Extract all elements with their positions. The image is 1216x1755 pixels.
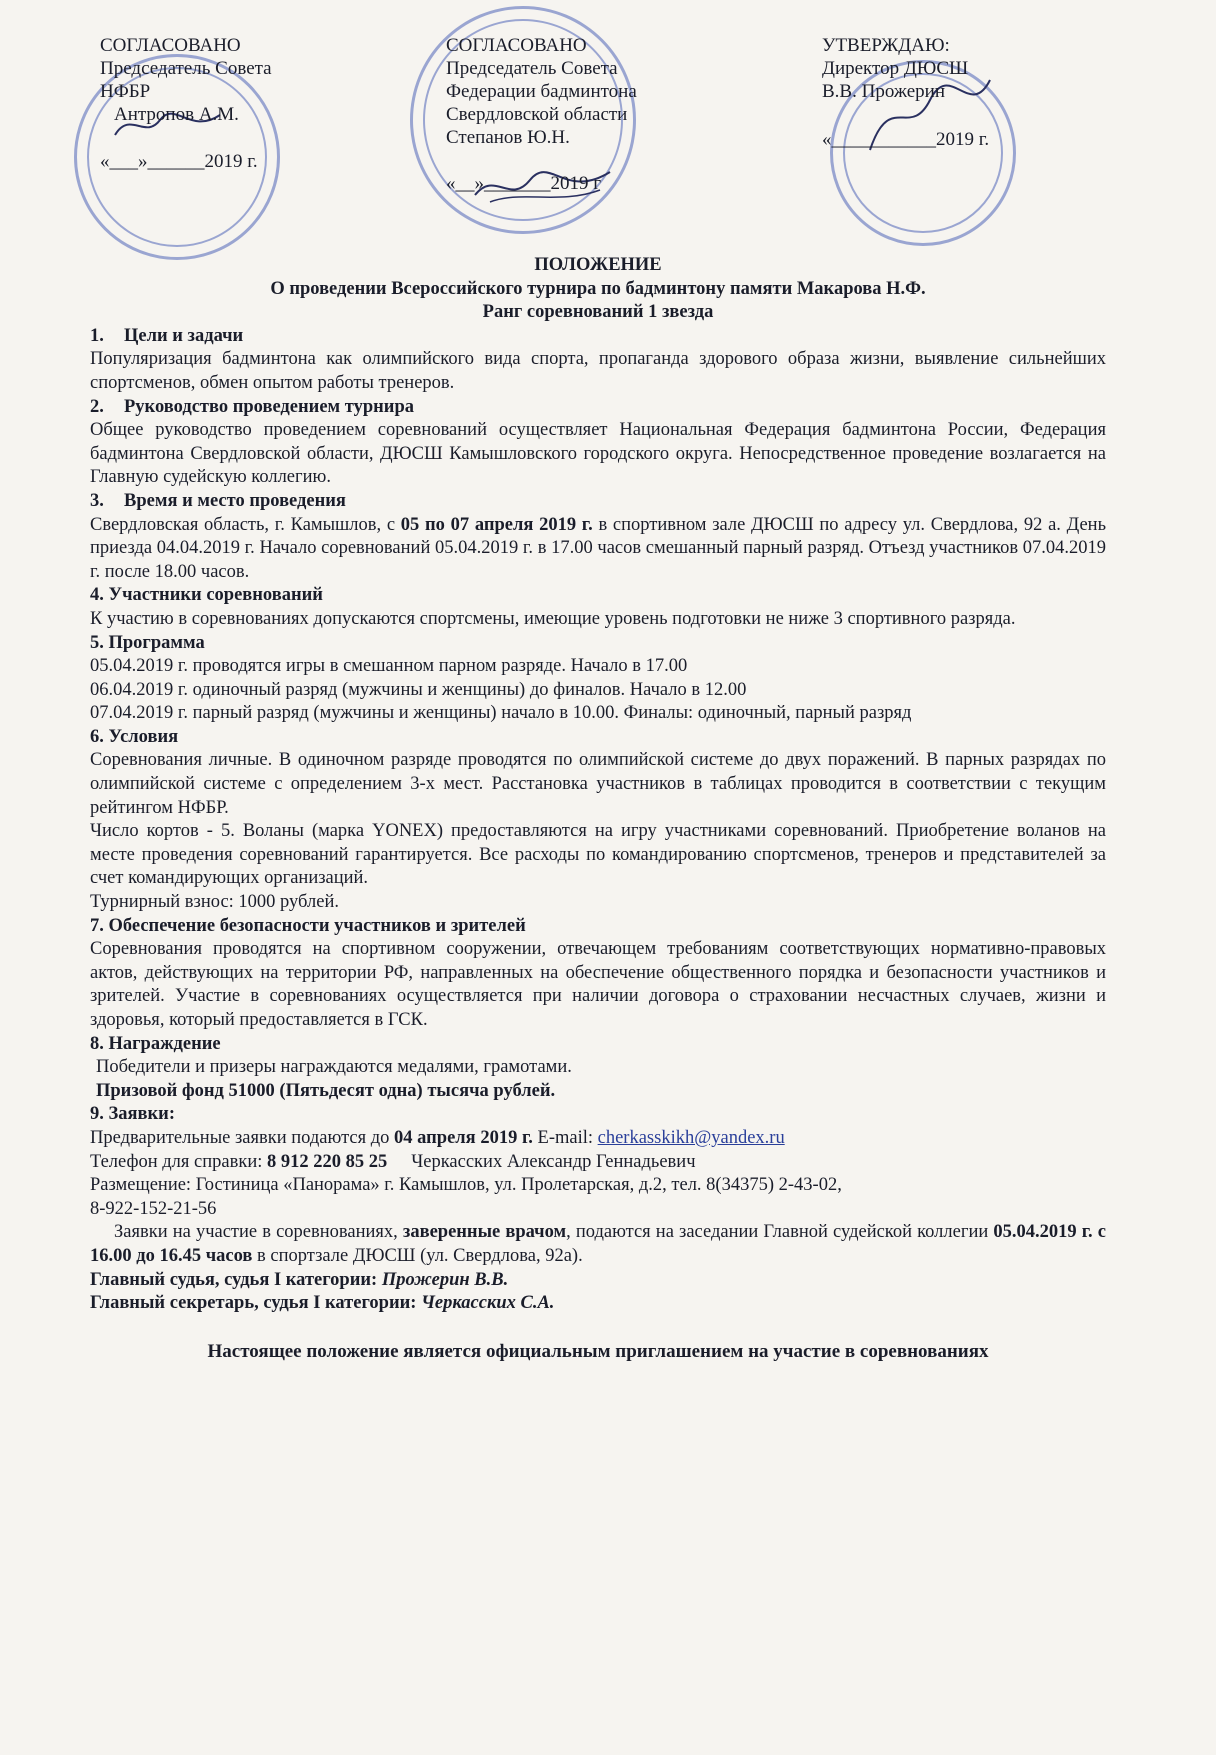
section-heading-participants: 4. Участники соревнований — [90, 585, 323, 606]
invitation-note: Настоящее положение является официальным приглашением на участие в соревнованиях — [207, 1340, 989, 1362]
email-link[interactable]: cherkasskikh@yandex.ru — [597, 1127, 785, 1148]
section-text-participants: К участию в соревнованиях допускаются спортсмены, имеющие уровень подготовки не ниже 3 спортивного разряда. — [90, 608, 1016, 629]
approval-line: Степанов Ю.Н. — [446, 127, 570, 148]
section-heading-management: 2. Руководство проведением турнира — [90, 396, 414, 417]
approval-line: В.В. Прожерин — [822, 81, 945, 102]
section-text-time-place: Свердловская область, г. Камышлов, с 05 по 07 апреля 2019 г. в спортивном зале ДЮСШ по адресу ул. Свердлова, 92 а. День приезда 04.04.2019 г. Начало соревнований 05.04.2019 г. в 17.00 часов смешанный парный разряд. Отъезд участников 07.04.2019 г. после 18.00 часов. — [90, 514, 1107, 582]
document-subtitle: О проведении Всероссийского турнира по бадминтону памяти Макарова Н.Ф. — [270, 278, 926, 299]
contact-phone: Телефон для справки: 8 912 220 85 25 Черкасских Александр Геннадьевич — [90, 1151, 696, 1172]
approval-line: Антропов А.М. — [114, 104, 239, 125]
section-text-goals: Популяризация бадминтона как олимпийского вида спорта, пропаганда здорового образа жизни, выявление сильнейших спортсменов, обмен опытом работы тренеров. — [90, 349, 1106, 393]
section-heading-safety: 7. Обеспечение безопасности участников и зрителей — [90, 915, 526, 936]
document-body — [90, 254, 1106, 1363]
approval-block-director — [822, 34, 1062, 151]
approval-date: «__»_______2019 г — [446, 173, 602, 194]
approval-heading: СОГЛАСОВАНО — [100, 35, 241, 56]
awards-line: Победители и призеры награждаются медалями, грамотами. — [96, 1057, 572, 1078]
lodging-phone: 8-922-152-21-56 — [90, 1198, 217, 1219]
approval-line: Федерации бадминтона — [446, 81, 637, 102]
tournament-fee: Турнирный взнос: 1000 рублей. — [90, 892, 339, 913]
chief-judge: Главный судья, судья I категории: Прожерин В.В. — [90, 1269, 509, 1290]
section-heading-program: 5. Программа — [90, 632, 205, 653]
competition-rank: Ранг соревнований 1 звезда — [482, 302, 714, 323]
preliminary-applications: Предварительные заявки подаются до 04 апреля 2019 г. E-mail: cherkasskikh@yandex.ru — [90, 1127, 785, 1148]
program-line: 05.04.2019 г. проводятся игры в смешанном парном разряде. Начало в 17.00 — [90, 656, 688, 677]
section-heading-goals: 1. Цели и задачи — [90, 325, 244, 346]
approval-block-nfbr — [100, 34, 350, 173]
section-heading-conditions: 6. Условия — [90, 726, 179, 747]
section-heading-applications: 9. Заявки: — [90, 1104, 175, 1125]
conditions-paragraph: Число кортов - 5. Воланы (марка YONEX) предоставляются на игру участниками соревнований. Приобретение воланов на месте проведения соревнований гарантируется. Все расходы по командированию спортсменов, тренеров и представителей за счет командирующих организаций. — [90, 821, 1106, 889]
approval-date: «___________2019 г. — [822, 129, 990, 150]
approval-heading: СОГЛАСОВАНО — [446, 35, 587, 56]
lodging-info: Размещение: Гостиница «Панорама» г. Камышлов, ул. Пролетарская, д.2, тел. 8(34375) 2-43-02, — [90, 1175, 842, 1196]
conditions-paragraph: Соревнования личные. В одиночном разряде проводятся по олимпийской системе до двух поражений. В парных разрядах по олимпийской системе с определением 3-х мест. Расстановка участников в таблицах проводится в соответствии с текущим рейтингом НФБР. — [90, 750, 1106, 818]
approval-line: Председатель Совета — [100, 58, 272, 79]
program-line: 06.04.2019 г. одиночный разряд (мужчины и женщины) до финалов. Начало в 12.00 — [90, 679, 747, 700]
program-line: 07.04.2019 г. парный разряд (мужчины и женщины) начало в 10.00. Финалы: одиночный, парный разряд — [90, 703, 912, 724]
approval-line: Председатель Совета — [446, 58, 618, 79]
prize-fund: Призовой фонд 51000 (Пятьдесят одна) тысяча рублей. — [96, 1080, 556, 1101]
section-text-management: Общее руководство проведением соревнований осуществляет Национальная Федерация бадминтона России, Федерация бадминтона Свердловской области, ДЮСШ Камышловского городского округа. Непосредственное проведение возлагается на Главную судейскую коллегию. — [90, 420, 1106, 488]
application-submission: Заявки на участие в соревнованиях, заверенные врачом, подаются на заседании Главной судейской коллегии 05.04.2019 г. с 16.00 до 16.45 часов в спортзале ДЮСШ (ул. Свердлова, 92а). — [90, 1222, 1106, 1266]
approval-line: Директор ДЮСШ — [822, 58, 969, 79]
document-title: ПОЛОЖЕНИЕ — [534, 255, 662, 275]
section-heading-awards: 8. Награждение — [90, 1033, 221, 1054]
approval-block-regional — [446, 34, 696, 195]
section-text-safety: Соревнования проводятся на спортивном сооружении, отвечающем требованиям соответствующих нормативно-правовых актов, действующих на территории РФ, направленных на обеспечение общественного порядка и безопасности участников и зрителей. Участие в соревнованиях осуществляется при наличии договора о страховании несчастных случаев, жизни и здоровья, который предоставляется в ГСК. — [90, 939, 1106, 1030]
approval-heading: УТВЕРЖДАЮ: — [822, 35, 950, 56]
approval-line: НФБР — [100, 81, 151, 102]
section-heading-time-place: 3. Время и место проведения — [90, 490, 346, 511]
approval-date: «___»______2019 г. — [100, 151, 258, 172]
approval-line: Свердловской области — [446, 104, 628, 125]
chief-secretary: Главный секретарь, судья I категории: Черкасских С.А. — [90, 1293, 555, 1314]
